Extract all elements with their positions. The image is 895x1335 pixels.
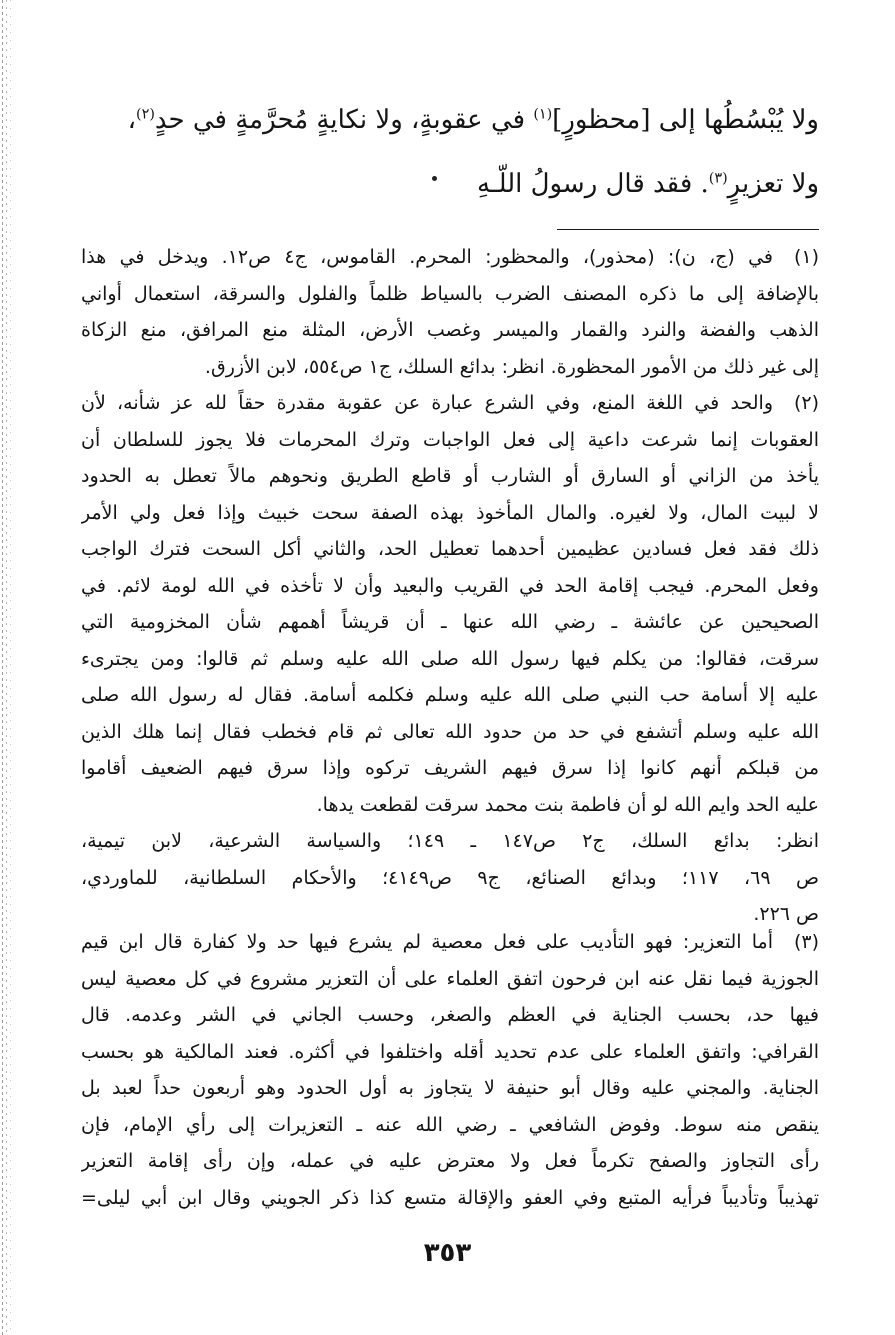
footnote-line: الجوزية فيما نقل عنه ابن فرحون اتفق العلماء على أن التعزير مشروع في كل معصية ليس [81, 967, 819, 990]
binding-margin-line [10, 0, 11, 1335]
footnote-line: والحد في اللغة المنع، وفي الشرع عبارة عن عقوبة مقدرة حقاً لله عز شأنه، لأن [81, 392, 773, 414]
footnote-number: (١) [793, 246, 819, 268]
main-text-fragment: ولا تعزيرٍ [727, 169, 819, 199]
footnote-line: القرافي: واتفق العلماء على عدم تحديد أقله واختلفوا في أكثره. فعند المالكية هو بحسب [81, 1040, 819, 1063]
footnote-line: ذلك فقد فعل فسادين عظيمين أحدهما تعطيل الحد، والثاني أكل السحت فترك الواجب [81, 538, 819, 560]
footnote-line: الذهب والفضة والنرد والقمار والميسر وغصب الأرض، المثلة منع المرافق، منع الزكاة [81, 319, 819, 341]
binding-margin-line [2, 0, 3, 1335]
footnote-1 [81, 239, 819, 385]
footnote-line: الصحيحين عن عائشة ـ رضي الله عنها ـ أن قريشاً أهمهم شأن المخزومية التي [81, 611, 819, 633]
footnote-reference-line: ص ٢٢٦. [753, 903, 819, 925]
footnote-2 [81, 385, 819, 933]
main-text-line-2 [84, 152, 819, 216]
footnote-line: يأخذ من الزاني أو السارق أو الشارب أو قاطع الطريق ونحوهم مالاً تعطل به الحدود [81, 465, 819, 487]
main-text-fragment: ، [127, 105, 137, 135]
footnote-line: لا لبيت المال، ولا لغيره. والمال المأخوذ بهذه الصفة سحت خبيث وإذا فعل ولي الأمر [81, 501, 819, 524]
footnote-line: عليه إلا أسامة حب النبي صلى الله عليه وسلم فكلمه أسامة. فقال له رسول الله صلى [81, 684, 819, 706]
footnote-line: إلى غير ذلك من الأمور المحظورة. انظر: بدائع السلك، ج١ ص٥٥٤، لابن الأزرق. [204, 355, 819, 378]
page-number: ٣٥٣ [423, 1238, 472, 1268]
footnote-line: أما التعزير: فهو التأديب على فعل معصية لم يشرع فيها حد ولا كفارة قال ابن قيم [81, 931, 773, 953]
footnote-body [81, 239, 819, 385]
footnote-reference-line: انظر: بدائع السلك، ج٢ ص١٤٧ ـ ١٤٩؛ والسياسة الشرعية، لابن تيمية، [81, 830, 819, 852]
footnote-line: الله عليه وسلم أتشفع في حد من حدود الله تعالى ثم قام فخطب فقال إنما هلك الذين [81, 720, 819, 743]
footnote-line: ينقص منه سوط. وفوض الشافعي ـ رضي الله عنه ـ التعزيرات إلى رأي الإمام، فإن [81, 1113, 819, 1136]
footnote-number: (٢) [793, 392, 819, 414]
footnote-line: بالإضافة إلى ما ذكره المصنف الضرب بالسياط ظلماً والفلول والسرقة، استعمال أواني [81, 282, 819, 305]
main-text-line-1 [84, 88, 819, 152]
footnote-line: فيها حد، بحسب الجناية في العظم والصغر، وحسب الجاني في الشر وعدمه. قال [81, 1004, 819, 1026]
footnote-ref-1[interactable]: (١) [533, 106, 553, 123]
footnote-line: الجناية. والمجني عليه وقال أبو حنيفة لا يتجاوز به أول الحدود وهو أربعون حداً لعبد بل [81, 1077, 819, 1099]
footnote-line: العقوبات إنما شرعت داعية إلى فعل الواجبات وترك المحرمات فلا يجوز للسلطان أن [81, 428, 819, 451]
footnote-ref-3[interactable]: (٣) [708, 170, 728, 187]
footnote-line: تهذيباً وتأديباً فرأيه المتبع وفي العفو والإقالة متسع كذا ذكر الجويني وقال ابن أبي ليلى= [81, 1186, 819, 1209]
main-text-fragment: في عقوبةٍ، ولا نكايةٍ مُحرَّمةٍ في حدٍ [154, 105, 534, 135]
footnote-line: في (ج، ن): (محذور)، والمحظور: المحرم. القاموس، ج٤ ص١٢. ويدخل في هذا [81, 246, 773, 268]
footnote-3 [81, 924, 819, 1216]
main-text-fragment: . فقد قال رسولُ اللّـهِ [477, 169, 709, 199]
footnote-line: من قبلكم أنهم كانوا إذا سرق فيهم الشريف تركوه وإذا سرق فيهم الضعيف أقاموا [81, 757, 819, 779]
footnote-line: رأى التجاوز والصفح تكرماً فعل ولا معترض عليه في عمله، وإن رأى إقامة التعزير [81, 1150, 819, 1172]
main-text [84, 88, 819, 216]
footnote-line: عليه الحد وايم الله لو أن فاطمة بنت محمد سرقت لقطعت يدها. [316, 793, 819, 816]
footnote-body [81, 924, 819, 1216]
footnote-separator [557, 229, 819, 230]
footnote-body [81, 385, 819, 933]
footnote-line: سرقت، فقالوا: من يكلم فيها رسول الله صلى الله عليه وسلم ثم قالوا: ومن يجترىء [81, 647, 819, 670]
footnote-reference-line: ص ٦٩، ١١٧؛ وبدائع الصنائع، ج٩ ص٤١٤٩؛ والأحكام السلطانية، للماوردي، [81, 866, 819, 889]
footnote-line: وفعل المحرم. فيجب إقامة الحد في القريب والبعيد وأن لا تأخذه في الله لومة لائم. في [81, 574, 819, 597]
binding-margin-line [6, 0, 7, 1335]
main-text-fragment: ولا يُبْسُطُها إلى [محظورٍ] [552, 105, 819, 135]
footnote-number: (٣) [793, 931, 819, 953]
ink-dot [432, 176, 437, 181]
footnote-ref-2[interactable]: (٢) [136, 106, 155, 123]
